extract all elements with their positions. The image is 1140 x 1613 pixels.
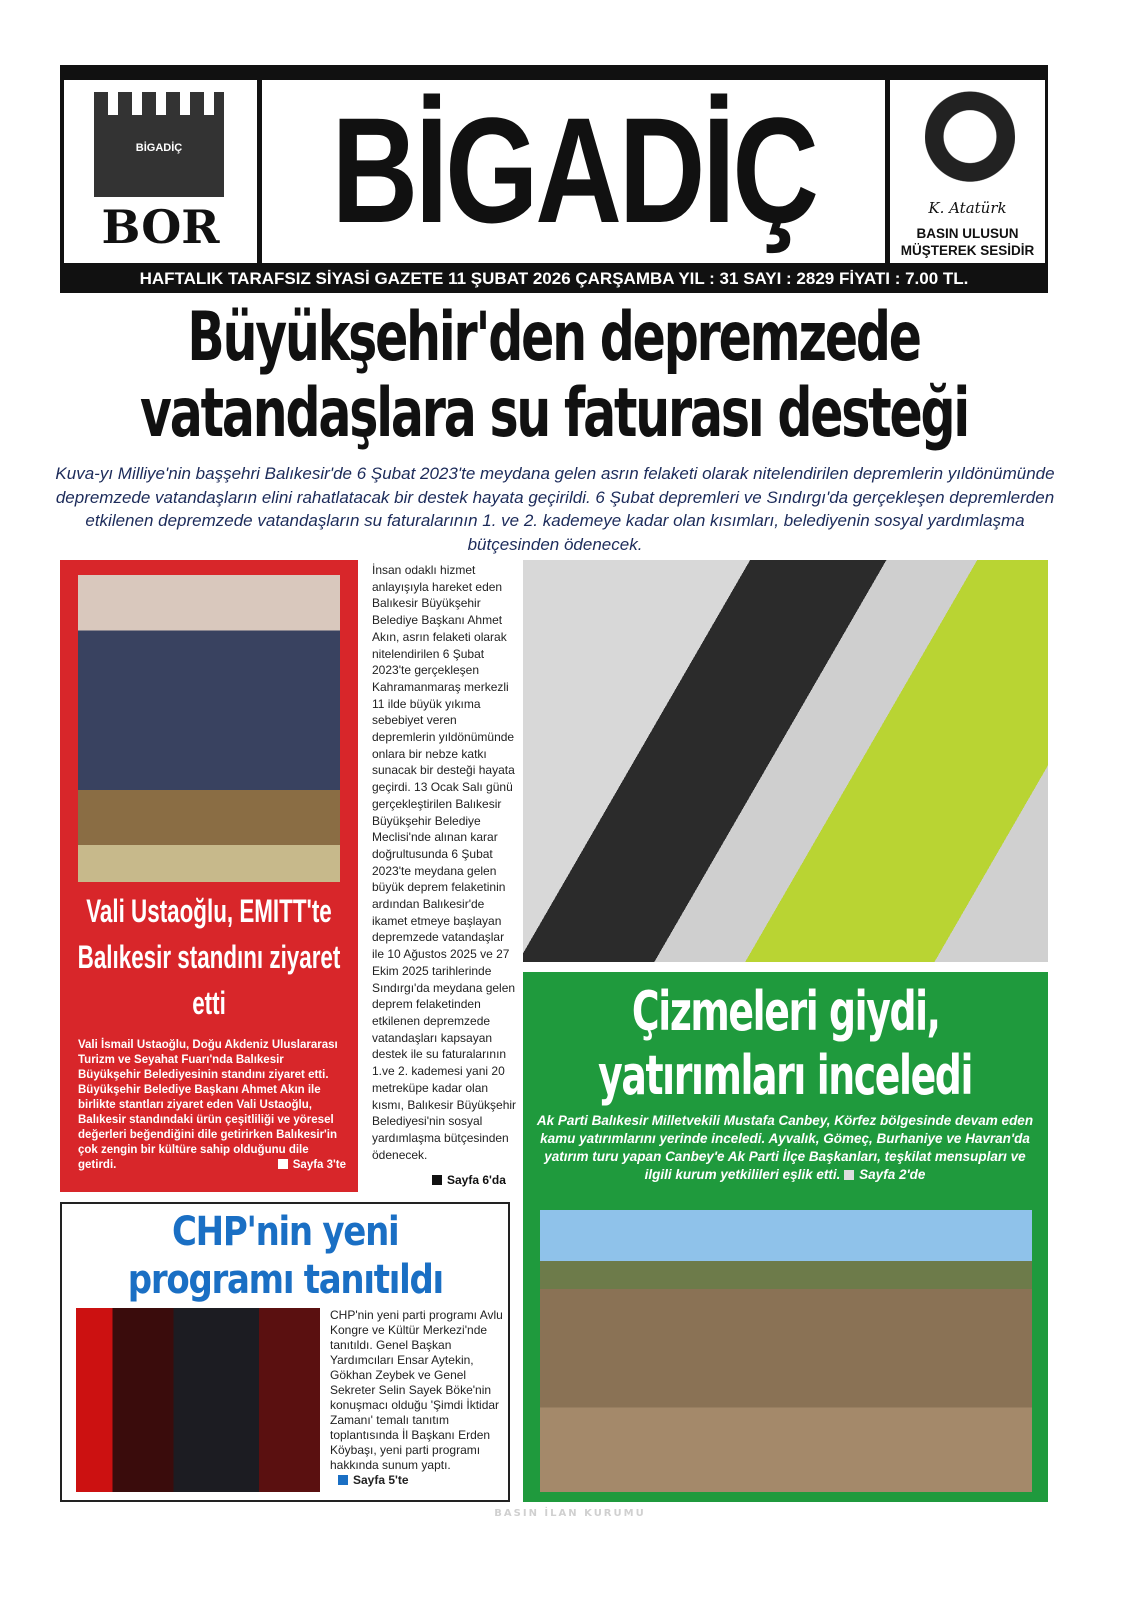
square-icon (278, 1159, 288, 1169)
page-ref[interactable]: Sayfa 5'te (338, 1473, 409, 1487)
canbey-story (523, 972, 1048, 1502)
page-ref[interactable]: Sayfa 6'da (432, 1173, 506, 1187)
main-headline (50, 300, 1058, 452)
headline-line-1: Çizmeleri giydi, (631, 980, 940, 1043)
water-installation-photo (523, 560, 1048, 962)
main-body: İnsan odaklı hizmet anlayışıyla hareket eden Balıkesir Büyükşehir Belediye Başkanı Ahmet Akın, asrın felaketi olarak nitelendirilen 6 Şubat 2023'te gerçekleşen Kahramanmaraş merkezli 11 ilde büyük yıkıma sebebiyet veren depremlerin yıldönümünde onlara bir nebze katkı sunacak bir desteği hayata geçirdi. 13 Ocak Salı günü gerçekleştirilen Balıkesir Büyükşehir Belediye Meclisi'nde alınan karar doğrultusunda 6 Şubat 2023'te meydana gelen büyük deprem felaketinin ardından Balıkesir'de ikamet etmeye başlayan depremzede vatandaşlar ile 10 Ağustos 2025 ve 27 Ekim 2025 tarihlerinde Sındırgı'da meydana gelen deprem felaketinden etkilenen depremzede vatandaşları kapsayan destek ile su faturalarının 1.ve 2. kademesi yani 20 metreküpe kadar olan kısmı, Balıkesir Büyükşehir Belediyesi'nin sosyal yardımlaşma bütçesinden ödenecek. (372, 563, 517, 1162)
governor-headline: Vali Ustaoğlu, EMITT'te Balıkesir standını ziyaret etti (77, 893, 341, 1021)
title-box (262, 80, 885, 263)
headline-line-2: yatırımları inceledi (598, 1044, 973, 1107)
governor-story (60, 560, 358, 1192)
issue-info-strip: HAFTALIK TARAFSIZ SİYASİ GAZETE 11 ŞUBAT 2026 ÇARŞAMBA YIL : 31 SAYI : 2829 FİYATI : 7.00 TL. (139, 269, 969, 288)
chp-story (60, 1202, 510, 1502)
chp-speaker-photo (76, 1308, 320, 1492)
headline-line-2: programı tanıtıldı (127, 1257, 443, 1303)
castle-icon (94, 92, 224, 197)
page-ref[interactable]: Sayfa 2'de (844, 1167, 925, 1182)
watermark: BASIN İLAN KURUMU (494, 1508, 646, 1519)
square-icon (338, 1475, 348, 1485)
chp-headline (62, 1208, 508, 1304)
headline-line-1: Büyükşehir'den depremzede (187, 298, 921, 377)
newspaper-title-wrap (262, 86, 885, 254)
headline-line-2: vatandaşlara su faturası desteği (139, 374, 969, 453)
square-icon (432, 1175, 442, 1185)
signature: K. Atatürk (928, 199, 1007, 217)
logo-text: BOR (101, 200, 220, 254)
construction-site-photo (540, 1210, 1032, 1492)
page-ref[interactable]: Sayfa 3'te (278, 1158, 346, 1173)
governor-photo (78, 575, 340, 882)
ataturk-portrait (925, 88, 1015, 196)
square-icon (844, 1170, 854, 1180)
canbey-headline (523, 980, 1048, 1108)
headline-line-1: CHP'nin yeni (171, 1209, 399, 1255)
canbey-lead: Ak Parti Balıkesir Milletvekili Mustafa Canbey, Körfez bölgesinde devam eden kamu yatırımlarını yerinde inceledi. Ayvalık, Gömeç, Burhaniye ve Havran'da yatırım turu yapan Canbey'e Ak Parti İlçe Başkanları, teşkilat mensupları ve ilgili kurum yetkilileri eşlik etti. Sayfa 2'de (536, 1113, 1034, 1182)
ataturk-box (890, 80, 1045, 263)
motto: BASIN ULUSUN MÜŞTEREK SESİDİR (900, 226, 1035, 258)
chp-body: CHP'nin yeni parti programı Avlu Kongre ve Kültür Merkezi'nde tanıtıldı. Genel Başkan Yardımcıları Ensar Aytekin, Gökhan Zeybek ve Genel Sekreter Selin Sayek Böke'nin konuşmacı olduğu 'Şimdi İktidar Zamanı' temalı tanıtım toplantısında İl Başkanı Erden Köybaşı, yeni parti programı hakkında sunum yaptı. Sayfa 5'te (330, 1308, 503, 1487)
governor-body: Vali İsmail Ustaoğlu, Doğu Akdeniz Uluslararası Turizm ve Seyahat Fuarı'nda Balıkesir Büyükşehir Belediyesinin standını ziyaret etti. Büyükşehir Belediye Başkanı Ahmet Akın ile birlikte stantları ziyaret eden Vali Ustaoğlu, Balıkesir standındaki ürün çeşitliliği ve yöresel değerleri beğendiğini dile getirirken Balıkesir'in çok zengin bir kültüre sahip olduğunu dile getirdi. Sayfa 3'te (78, 1039, 346, 1171)
bor-logo (64, 80, 257, 263)
castle-label: BİGADİÇ (135, 142, 183, 154)
newspaper-title: BİGADİÇ (331, 86, 816, 254)
main-lead: Kuva-yı Milliye'nin başşehri Balıkesir'de 6 Şubat 2023'te meydana gelen asrın felaketi olarak nitelendirilen depremlerin yıldönümünde depremzede vatandaşların elini rahatlatacak bir destek hayata geçirildi. 6 Şubat depremleri ve Sındırgı'da gerçekleşen depremlerden etkilenen depremzede vatandaşların su faturalarının 1. ve 2. kademeye kadar olan kısımları, belediyenin sosyal yardımlaşma bütçesinden ödenecek. (55, 464, 1055, 554)
